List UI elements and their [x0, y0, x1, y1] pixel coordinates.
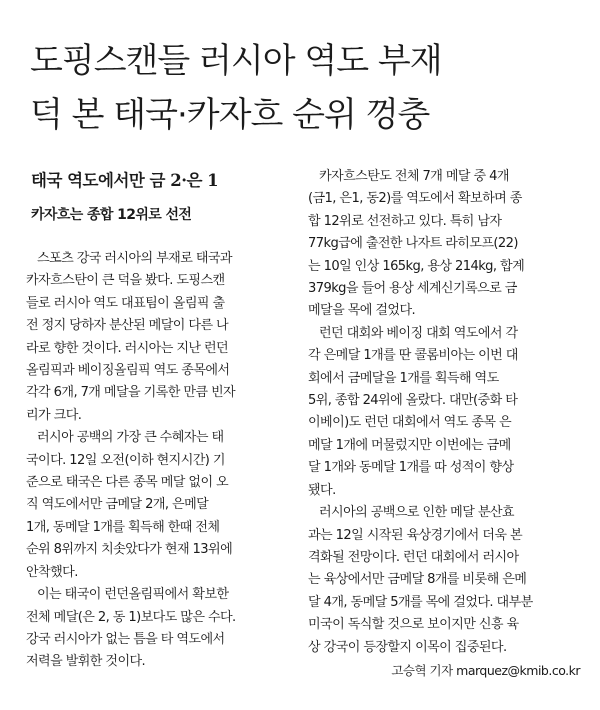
text-line: 회에서 금메달을 1개를 획득해 역도: [308, 370, 499, 386]
left-paragraph-2: [26, 427, 298, 584]
text-line: 이는 태국이 런던올림픽에서 확보한: [37, 587, 229, 603]
text-line: 런던 대회와 베이징 대회 역도에서 각: [319, 325, 518, 341]
right-paragraph-3: [308, 502, 580, 659]
text-line: 순위 8위까지 치솟았다가 현재 13위에: [26, 542, 233, 558]
right-column: [308, 166, 580, 679]
headline-line-1: 도핑스캔들 러시아 역도 부재: [30, 41, 442, 81]
text-line: 됐다.: [308, 482, 336, 498]
text-line: (금1, 은1, 동2)를 역도에서 확보하며 종: [308, 191, 522, 207]
text-line: 카자흐스탄도 전체 7개 메달 중 4개: [319, 169, 509, 184]
headline: [30, 34, 590, 142]
text-line: 합 12위로 선전하고 있다. 특히 남자: [308, 213, 502, 229]
text-line: 직 역도에서만 금메달 2개, 은메달: [26, 497, 209, 513]
text-line: 준으로 태국은 다른 종목 메달 없이 오: [26, 475, 229, 491]
right-paragraph-2: [308, 323, 580, 502]
text-line: 들로 러시아 역도 대표팀이 올림픽 출: [26, 295, 225, 311]
left-paragraph-3: [26, 584, 298, 674]
text-line: 77kg급에 출전한 나자트 라히모프(22): [308, 236, 518, 252]
text-line: 이베이)도 런던 대회에서 역도 종목 은: [308, 415, 512, 431]
text-line: 379kg을 들어 용상 세계신기록으로 금: [308, 281, 517, 297]
text-line: 스포츠 강국 러시아의 부재로 태국과: [37, 251, 232, 266]
headline-line-2: 덕 본 태국·카자흐 순위 껑충: [30, 95, 430, 135]
text-line: 라로 향한 것이다. 러시아는 지난 런던: [26, 340, 229, 356]
text-line: 는 10일 인상 165kg, 용상 214kg, 합계: [308, 258, 525, 274]
left-paragraph-1: [26, 248, 298, 427]
text-line: 올림픽과 베이징올림픽 역도 종목에서: [26, 363, 230, 379]
left-column: [26, 166, 298, 674]
byline: 고승혁 기자 marquez@kmib.co.kr: [391, 662, 580, 678]
text-line: 미국이 독식할 것으로 보이지만 신흥 육: [308, 617, 519, 633]
text-line: 카자흐스탄이 큰 덕을 봤다. 도핑스캔: [26, 273, 225, 289]
text-line: 각 은메달 1개를 딴 콜롬비아는 이번 대: [308, 348, 518, 364]
text-line: 격화될 전망이다. 런던 대회에서 러시아: [308, 549, 519, 565]
text-line: 안착했다.: [26, 564, 78, 580]
text-line: 리가 크다.: [26, 407, 82, 423]
text-line: 강국 러시아가 없는 틈을 타 역도에서: [26, 631, 225, 647]
text-line: 국이다. 12일 오전(이하 현지시간) 기: [26, 452, 225, 468]
text-line: 저력을 발휘한 것이다.: [26, 654, 146, 670]
text-line: 1개, 동메달 1개를 획득해 한때 전체: [26, 519, 220, 535]
text-line: 5위, 종합 24위에 올랐다. 대만(중화 타: [308, 393, 518, 409]
text-line: 전체 메달(은 2, 동 1)보다도 많은 수다.: [26, 609, 236, 625]
text-line: 전 정지 당하자 분산된 메달이 다른 나: [26, 318, 229, 334]
text-line: 과는 12일 시작된 육상경기에서 더욱 본: [308, 527, 523, 543]
text-line: 메달 1개에 머물렀지만 이번에는 금메: [308, 437, 511, 453]
subheadline-1: 태국 역도에서만 금 2·은 1: [31, 171, 219, 190]
text-line: 상 강국이 등장할지 이목이 집중된다.: [308, 639, 507, 655]
text-line: 메달을 목에 걸었다.: [308, 303, 416, 319]
text-line: 는 육상에서만 금메달 8개를 비롯해 은메: [308, 572, 527, 588]
text-line: 달 1개와 동메달 1개를 따 성적이 향상: [308, 460, 514, 476]
text-line: 러시아 공백의 가장 큰 수혜자는 태: [37, 430, 224, 446]
text-line: 달 4개, 동메달 5개를 목에 걸었다. 대부분: [308, 594, 533, 610]
right-paragraph-1: [308, 166, 580, 323]
subheadline-2: 카자흐는 종합 12위로 선전: [31, 207, 192, 223]
text-line: 러시아의 공백으로 인한 메달 분산효: [319, 505, 514, 521]
text-line: 각각 6개, 7개 메달을 기록한 만큼 빈자: [26, 385, 236, 401]
